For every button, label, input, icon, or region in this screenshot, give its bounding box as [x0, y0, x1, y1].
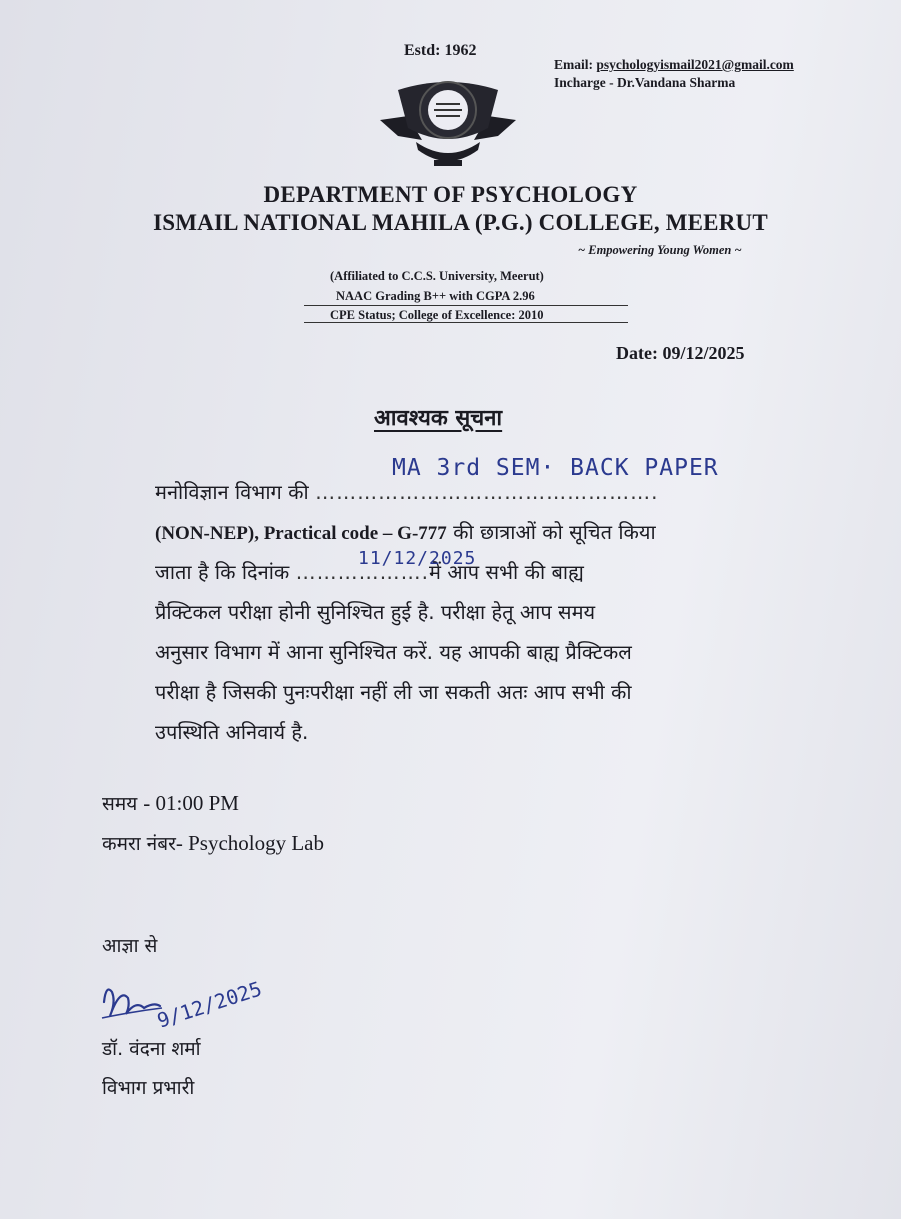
exam-room [102, 830, 324, 856]
department-name: DEPARTMENT OF PSYCHOLOGY [263, 182, 638, 207]
body-line: परीक्षा है जिसकी पुनःपरीक्षा नहीं ली जा सकती अतः आप सभी की [155, 680, 632, 704]
affiliation-line: (Affiliated to C.C.S. University, Meerut) [330, 269, 544, 283]
handwritten-course: MA 3rd SEM· BACK PAPER [392, 455, 719, 481]
cpe-status-line: CPE Status; College of Excellence: 2010 [330, 308, 544, 322]
exam-time [102, 790, 239, 816]
email-label: Email: [554, 57, 593, 72]
handwritten-exam-date: 11/12/2025 [358, 548, 477, 569]
divider [304, 305, 628, 306]
body-line: अनुसार विभाग में आना सुनिश्चित करें. यह आपकी बाह्य प्रैक्टिकल [155, 640, 632, 664]
college-name: ISMAIL NATIONAL MAHILA (P.G.) COLLEGE, MEERUT [153, 210, 768, 235]
body-line: उपस्थिति अनिवार्य है. [155, 720, 309, 744]
time-value: - 01:00 PM [143, 791, 239, 815]
signature-date: 9/12/2025 [154, 976, 265, 1033]
room-label: कमरा नंबर [102, 833, 176, 855]
fill-in-dots: ………………. [295, 560, 429, 584]
time-label: समय [102, 793, 138, 815]
signatory-designation: विभाग प्रभारी [102, 1077, 195, 1099]
signature [100, 962, 270, 1042]
college-emblem-icon [378, 80, 518, 174]
incharge-line: Incharge - Dr.Vandana Sharma [554, 75, 736, 90]
email-address: psychologyismail2021@gmail.com [596, 57, 794, 72]
body-text: मनोविज्ञान विभाग की [155, 480, 309, 504]
by-order-text: आज्ञा से [102, 935, 158, 957]
signatory-name: डॉ. वंदना शर्मा [102, 1038, 201, 1060]
notice-title: आवश्यक सूचना [374, 406, 503, 431]
body-text: की छात्राओं को सूचित किया [453, 520, 656, 544]
email-line [554, 57, 794, 73]
body-line: प्रैक्टिकल परीक्षा होनी सुनिश्चित हुई है. परीक्षा हेतू आप समय [155, 600, 596, 624]
divider [304, 322, 628, 323]
college-tagline: ~ Empowering Young Women ~ [578, 243, 742, 257]
practical-code: (NON-NEP), Practical code – G-777 [155, 523, 447, 544]
body-text: में आप सभी की बाह्य [429, 560, 584, 584]
body-line [155, 478, 658, 505]
body-text: जाता है कि दिनांक [155, 560, 290, 584]
notice-date: Date: 09/12/2025 [616, 343, 745, 363]
established-year: Estd: 1962 [404, 42, 477, 59]
body-line [155, 518, 656, 545]
room-value: - Psychology Lab [175, 831, 325, 855]
naac-grade-line: NAAC Grading B++ with CGPA 2.96 [336, 289, 535, 303]
fill-in-dots: …………………………………………. [315, 480, 659, 504]
